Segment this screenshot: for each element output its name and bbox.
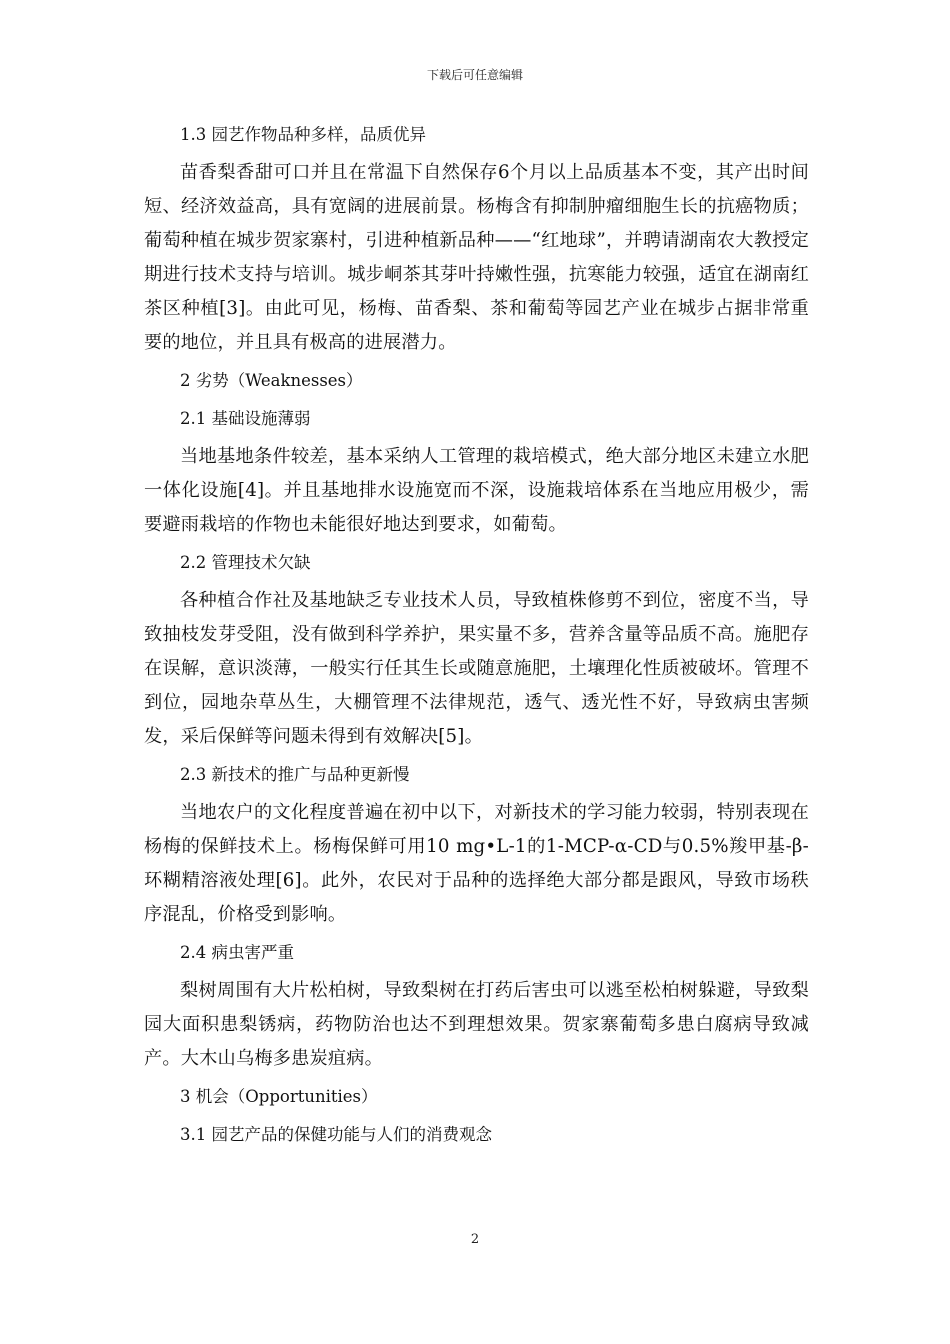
- section-heading-2-1: 2.1 基础设施薄弱: [180, 409, 311, 428]
- page-number: 2: [470, 1232, 480, 1247]
- section-heading-2-4: 2.4 病虫害严重: [180, 943, 294, 962]
- paragraph-2-2: 各种植合作社及基地缺乏专业技术人员，导致植株修剪不到位，密度不当，导致抽枝发芽受阻，没有做到科学养护，果实量不多，营养含量等品质不高。施肥存在误解，意识淡薄，一般实行任其生长或随意施肥，土壤理化性质被破坏。管理不到位，园地杂草丛生，大棚管理不法律规范，透气、透光性不好，导致病虫害频发，采后保鲜等问题未得到有效解决[5]。: [144, 590, 809, 747]
- section-heading-2-2: 2.2 管理技术欠缺: [180, 553, 311, 572]
- section-heading-2: 2 劣势（Weaknesses）: [180, 371, 363, 390]
- paragraph-1-3: 苗香梨香甜可口并且在常温下自然保存6个月以上品质基本不变，其产出时间短、经济效益高，具有宽阔的进展前景。杨梅含有抑制肿瘤细胞生长的抗癌物质；葡萄种植在城步贺家寨村，引进种植新品种——“红地球”，并聘请湖南农大教授定期进行技术支持与培训。城步峒茶其芽叶持嫩性强，抗寒能力较强，适宜在湖南红茶区种植[3]。由此可见，杨梅、苗香梨、茶和葡萄等园艺产业在城步占据非常重要的地位，并且具有极高的进展潜力。: [144, 162, 809, 353]
- paragraph-2-3: 当地农户的文化程度普遍在初中以下，对新技术的学习能力较弱，特别表现在杨梅的保鲜技术上。杨梅保鲜可用10 mg•L-1的1-MCP-α-CD与0.5%羧甲基-β-环糊精溶液处理[6]。此外，农民对于品种的选择绝大部分都是跟风，导致市场秩序混乱，价格受到影响。: [144, 802, 809, 925]
- document-body: [144, 118, 809, 1156]
- paragraph-2-4: 梨树周围有大片松柏树，导致梨树在打药后害虫可以逃至松柏树躲避，导致梨园大面积患梨锈病，药物防治也达不到理想效果。贺家寨葡萄多患白腐病导致减产。大木山乌梅多患炭疽病。: [144, 980, 809, 1069]
- page-header: 下载后可任意编辑: [426, 68, 523, 82]
- section-heading-3-1: 3.1 园艺产品的保健功能与人们的消费观念: [180, 1125, 492, 1144]
- section-heading-1-3: 1.3 园艺作物品种多样，品质优异: [180, 125, 426, 144]
- section-heading-3: 3 机会（Opportunities）: [180, 1087, 378, 1106]
- section-heading-2-3: 2.3 新技术的推广与品种更新慢: [180, 765, 410, 784]
- paragraph-2-1: 当地基地条件较差，基本采纳人工管理的栽培模式，绝大部分地区未建立水肥一体化设施[4]。并且基地排水设施宽而不深，设施栽培体系在当地应用极少，需要避雨栽培的作物也未能很好地达到要求，如葡萄。: [144, 446, 809, 535]
